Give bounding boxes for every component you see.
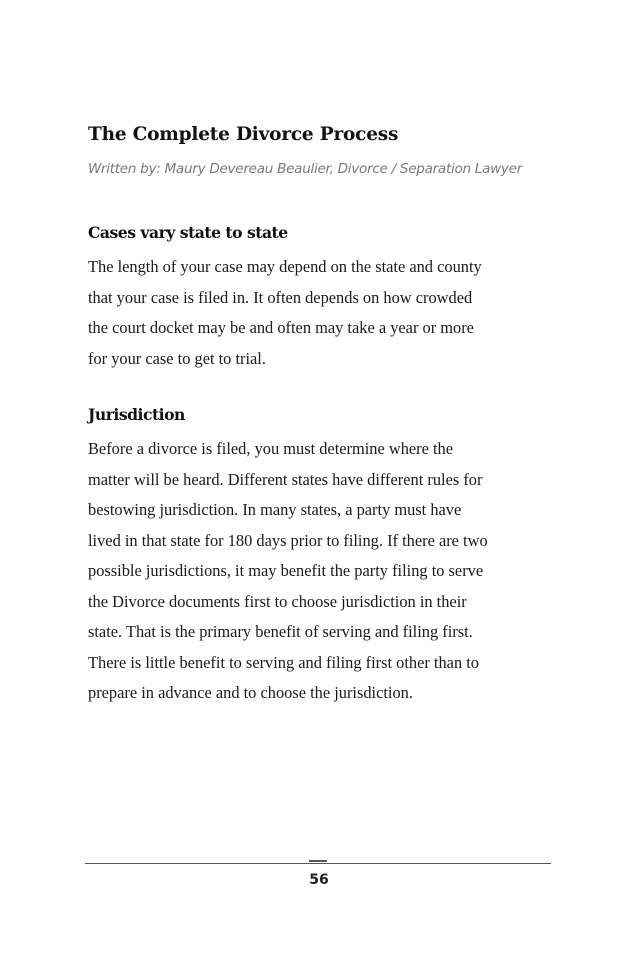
text-line: prepare in advance and to choose the jurisdiction. <box>88 683 413 702</box>
text-line: state. That is the primary benefit of serving and filing first. <box>88 622 473 641</box>
text-line: possible jurisdictions, it may benefit the party filing to serve <box>88 561 484 580</box>
section-heading-jurisdiction: Jurisdiction <box>88 405 185 424</box>
text-line: that your case is filed in. It often depends on how crowded <box>88 287 473 307</box>
author-byline: Written by: Maury Devereau Beaulier, Divorce / Separation Lawyer <box>88 161 523 177</box>
page-number: 56 <box>309 872 329 888</box>
text-line: Before a divorce is filed, you must determine where the <box>88 439 454 458</box>
paragraph-cases-vary <box>88 252 558 374</box>
paragraph-jurisdiction <box>88 434 558 709</box>
text-line: the Divorce documents first to choose jurisdiction in their <box>88 591 467 611</box>
text-line: lived in that state for 180 days prior to filing. If there are two <box>88 530 488 550</box>
text-line: for your case to get to trial. <box>88 348 266 368</box>
text-line: There is little benefit to serving and filing first other than to <box>88 652 479 672</box>
footer-divider <box>85 863 551 864</box>
text-line: bestowing jurisdiction. In many states, a party must have <box>88 500 462 519</box>
document-title: The Complete Divorce Process <box>88 124 399 145</box>
text-line: the court docket may be and often may take a year or more <box>88 318 474 337</box>
footer-divider-tick <box>309 860 327 862</box>
text-line: matter will be heard. Different states have different rules for <box>88 469 483 489</box>
section-heading-cases-vary: Cases vary state to state <box>88 223 288 242</box>
text-line: The length of your case may depend on the state and county <box>88 257 482 276</box>
